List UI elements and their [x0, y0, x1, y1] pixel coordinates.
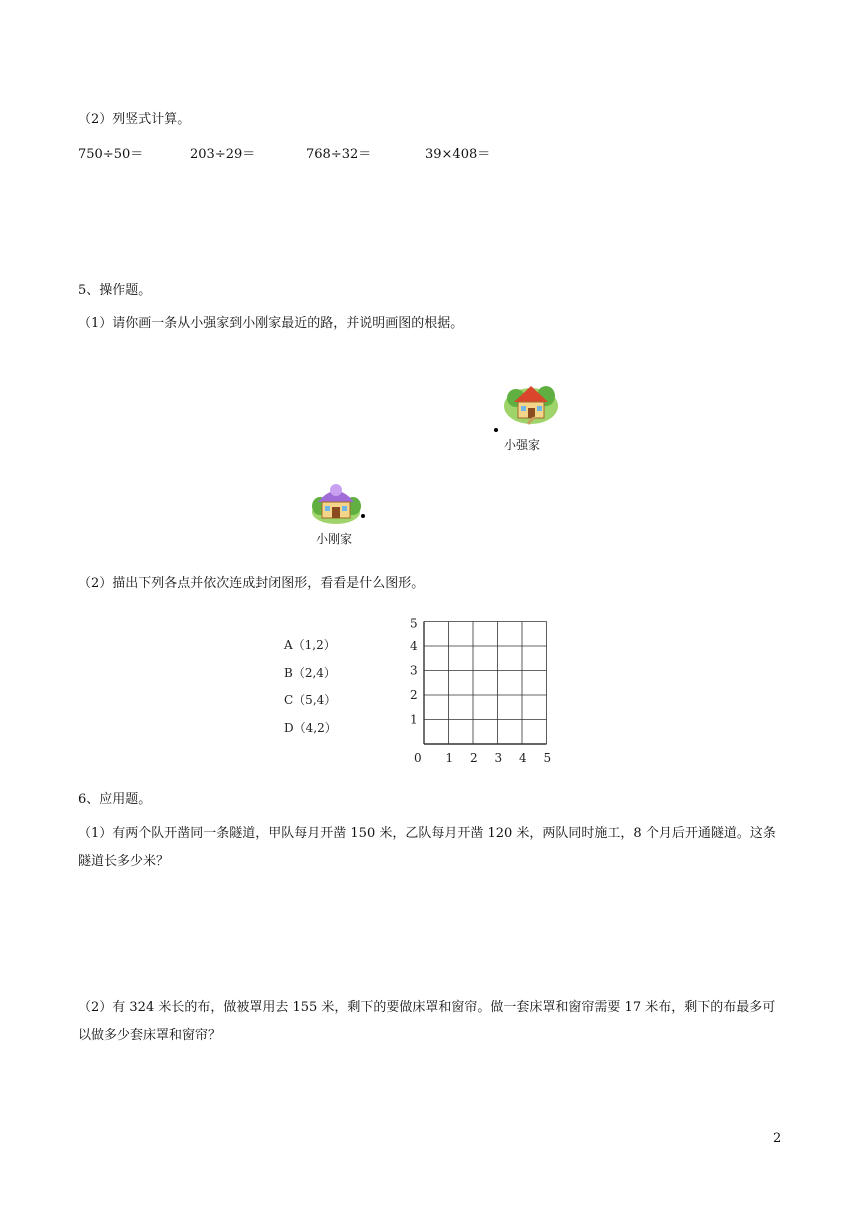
x-tick-label: 4: [519, 751, 527, 765]
y-tick-label: 5: [410, 616, 418, 631]
page-number: 2: [773, 1131, 782, 1146]
expr-3: 768÷32＝: [306, 147, 372, 162]
coordinate-grid: [400, 606, 560, 768]
house-icon-xiaogang: [310, 478, 362, 526]
point-b-label: B（2,4）: [284, 666, 336, 680]
expr-1: 750÷50＝: [78, 147, 144, 162]
point-c-label: C（5,4）: [284, 693, 337, 707]
expr-4: 39×408＝: [425, 147, 491, 162]
x-tick-label: 0: [414, 751, 422, 765]
point-d-label: D（4,2）: [284, 721, 337, 735]
q6-heading: 6、应用题。: [78, 792, 152, 807]
y-tick-label: 1: [410, 712, 418, 727]
point-xiaoqiang: [494, 428, 498, 432]
house-icon-xiaoqiang: [502, 378, 560, 426]
x-tick-label: 1: [445, 751, 454, 765]
expr-2: 203÷29＝: [190, 147, 256, 162]
point-a-label: A（1,2）: [284, 638, 336, 652]
q5-part1: （1）请你画一条从小强家到小刚家最近的路，并说明画图的根据。: [78, 316, 464, 331]
house-label-xiaoqiang: 小强家: [504, 438, 541, 452]
q4-2-title: （2）列竖式计算。: [78, 112, 191, 127]
y-tick-label: 3: [410, 663, 418, 678]
y-tick-label: 4: [410, 639, 418, 653]
q6-part1: （1）有两个队开凿同一条隧道，甲队每月开凿 150 米，乙队每月开凿 120 米，两队同时施工，8 个月后开通隧道。这条隧道长多少米？: [78, 826, 776, 869]
x-tick-label: 2: [470, 751, 478, 765]
x-tick-label: 3: [494, 751, 503, 765]
y-tick-label: 2: [410, 688, 418, 702]
q5-heading: 5、操作题。: [78, 283, 152, 298]
x-tick-label: 5: [543, 751, 552, 765]
q6-part2: （2）有 324 米长的布，做被罩用去 155 米，剩下的要做床罩和窗帘。做一套床罩和窗帘需要 17 米布，剩下的布最多可以做多少套床罩和窗帘？: [78, 1000, 776, 1043]
house-label-xiaogang: 小刚家: [316, 532, 353, 546]
q5-part2: （2）描出下列各点并依次连成封闭图形，看看是什么图形。: [78, 576, 425, 591]
point-xiaogang: [361, 514, 365, 518]
